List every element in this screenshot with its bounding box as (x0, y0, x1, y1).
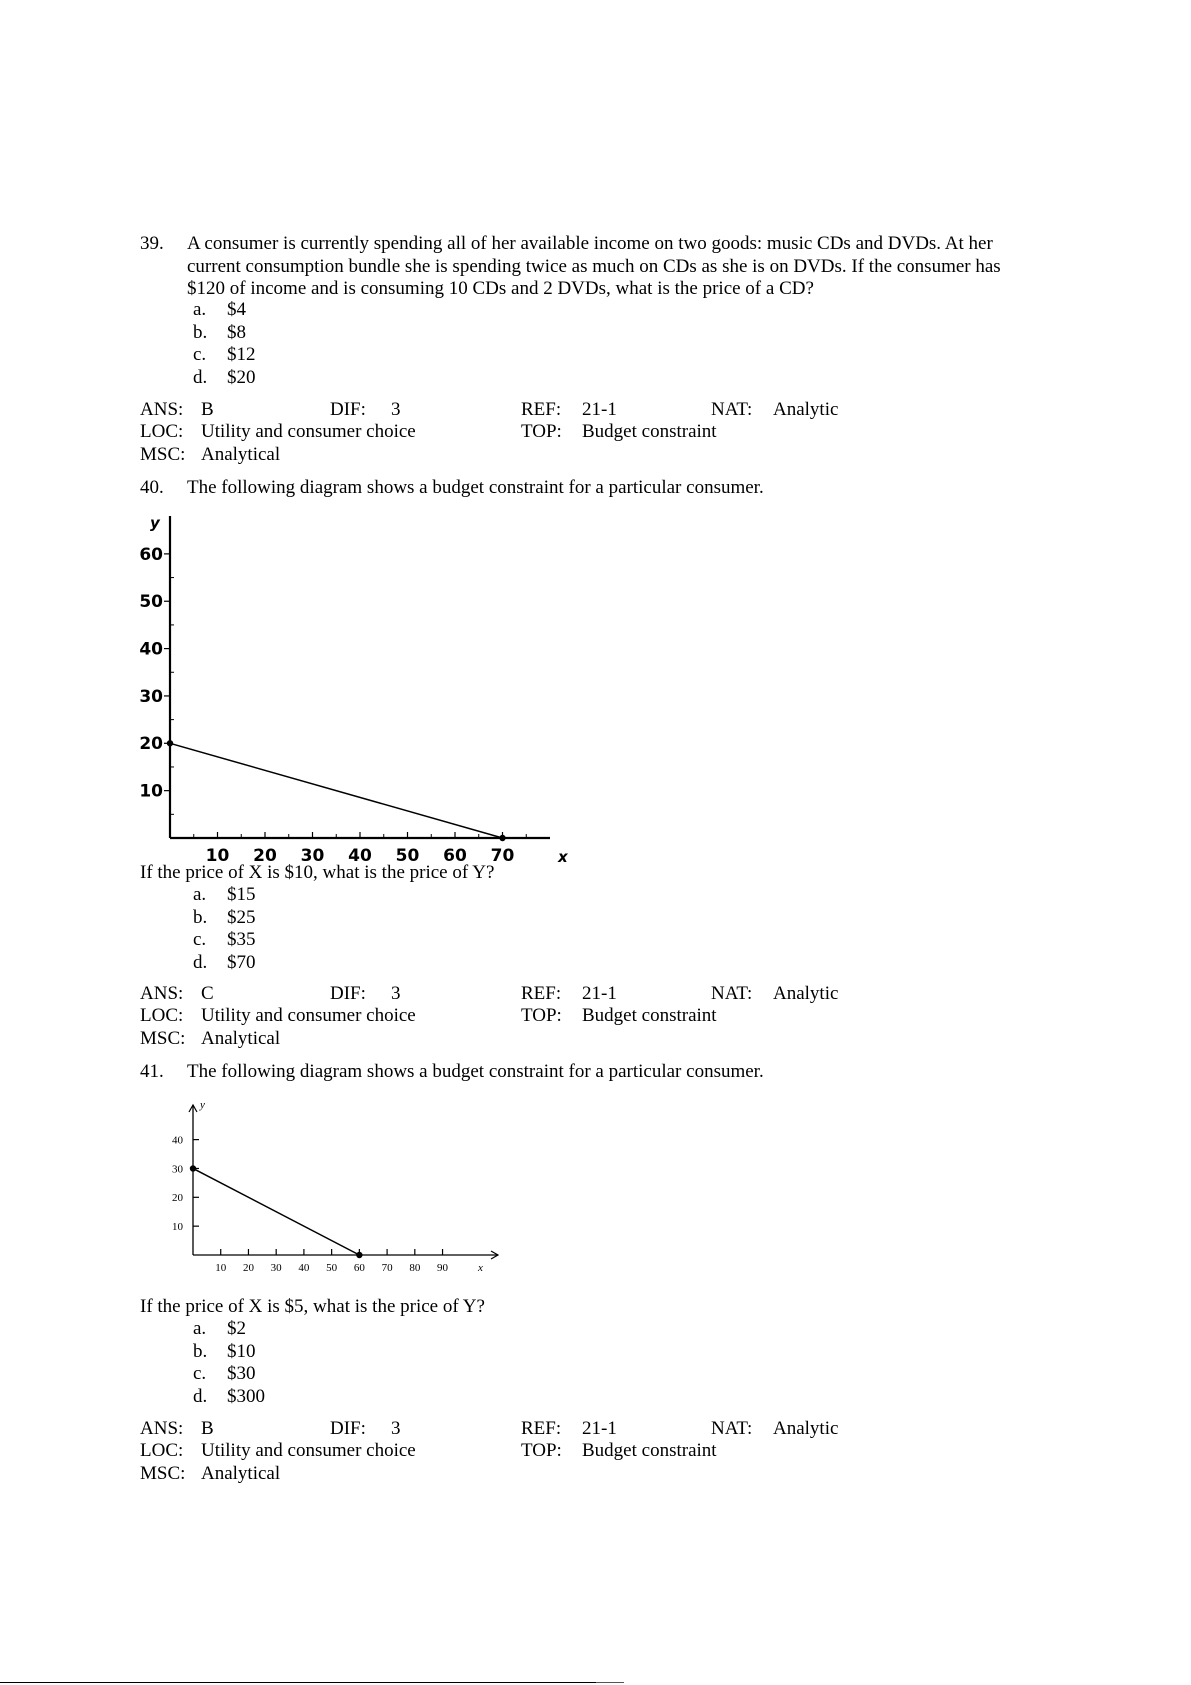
top-value: Budget constraint (582, 1440, 717, 1461)
x-tick-label: 10 (215, 1262, 227, 1274)
option-letter: b. (193, 322, 208, 343)
y-tick-label: 10 (139, 781, 163, 802)
option-text: $300 (227, 1386, 265, 1407)
y-tick-label: 40 (172, 1134, 183, 1147)
budget-constraint-chart (150, 1092, 510, 1274)
question-text: The following diagram shows a budget constraint for a particular consumer. (187, 1061, 764, 1082)
question-number: 41. (140, 1061, 164, 1082)
msc-label: MSC: (140, 1463, 186, 1484)
ans-value: B (201, 1418, 214, 1439)
y-tick-label: 50 (139, 592, 163, 613)
ans-label: ANS: (140, 399, 184, 420)
y-tick-label: 30 (172, 1163, 183, 1176)
ref-label: REF: (521, 1418, 562, 1439)
intercept-point (499, 835, 505, 841)
msc-label: MSC: (140, 1028, 186, 1049)
ref-label: REF: (521, 399, 562, 420)
x-tick-label: 20 (253, 846, 277, 866)
loc-value: Utility and consumer choice (201, 421, 416, 442)
msc-value: Analytical (201, 1463, 281, 1484)
x-tick-label: 80 (409, 1262, 421, 1274)
option-letter: a. (193, 1318, 207, 1339)
top-label: TOP: (521, 1005, 562, 1026)
option-text: $35 (227, 929, 256, 950)
ref-value: 21-1 (582, 399, 617, 420)
y-axis-label: y (150, 514, 160, 532)
y-tick-label: 10 (172, 1221, 183, 1234)
x-tick-label: 20 (242, 1262, 254, 1274)
intercept-point (190, 1165, 196, 1171)
y-tick-label: 30 (139, 686, 163, 707)
question-text: The following diagram shows a budget constraint for a particular consumer. (187, 477, 764, 498)
x-tick-label: 10 (205, 846, 230, 866)
x-tick-label: 90 (437, 1262, 449, 1274)
footer-rule-end (596, 1682, 624, 1683)
y-tick-label: 20 (172, 1192, 183, 1205)
nat-label: NAT: (711, 399, 753, 420)
top-label: TOP: (521, 421, 562, 442)
budget-line (170, 743, 503, 838)
dif-value: 3 (391, 983, 401, 1004)
x-tick-label: 60 (443, 846, 467, 866)
loc-label: LOC: (140, 421, 184, 442)
option-letter: d. (193, 952, 208, 973)
nat-label: NAT: (711, 983, 753, 1004)
option-letter: b. (193, 1341, 208, 1362)
option-text: $4 (227, 299, 246, 320)
option-text: $2 (227, 1318, 246, 1339)
budget-constraint-chart (130, 508, 590, 868)
option-text: $30 (227, 1363, 256, 1384)
x-tick-label: 40 (298, 1262, 310, 1274)
loc-value: Utility and consumer choice (201, 1005, 416, 1026)
ans-value: B (201, 399, 214, 420)
dif-label: DIF: (330, 1418, 366, 1439)
question-number: 39. (140, 233, 164, 254)
option-letter: b. (193, 907, 208, 928)
y-tick-label: 40 (139, 639, 163, 660)
x-tick-label: 40 (348, 846, 372, 866)
question-text: A consumer is currently spending all of her available income on two goods: music CDs and DVDs. At her current consumption bundle she is spending twice as much on CDs as she is on DVDs. If the consumer has $120 of income and is consuming 10 CDs and 2 DVDs, what is the price of a CD? (187, 233, 1001, 299)
nat-label: NAT: (711, 1418, 753, 1439)
footer-rule (0, 1682, 596, 1683)
msc-value: Analytical (201, 444, 281, 465)
top-value: Budget constraint (582, 1005, 717, 1026)
ans-label: ANS: (140, 1418, 184, 1439)
ref-value: 21-1 (582, 983, 617, 1004)
option-letter: c. (193, 344, 207, 365)
x-tick-label: 50 (326, 1262, 338, 1274)
option-text: $25 (227, 907, 256, 928)
option-text: $10 (227, 1341, 256, 1362)
option-text: $70 (227, 952, 256, 973)
y-tick-label: 60 (139, 544, 163, 565)
dif-label: DIF: (330, 399, 366, 420)
x-tick-label: 60 (353, 1262, 365, 1274)
loc-label: LOC: (140, 1005, 184, 1026)
nat-value: Analytic (773, 399, 839, 420)
ans-value: C (201, 983, 214, 1004)
msc-value: Analytical (201, 1028, 281, 1049)
ref-label: REF: (521, 983, 562, 1004)
x-axis-label: x (478, 1262, 483, 1274)
option-text: $8 (227, 322, 246, 343)
option-text: $20 (227, 367, 256, 388)
x-tick-label: 70 (490, 846, 515, 866)
x-tick-label: 50 (395, 846, 420, 866)
intercept-point (167, 740, 173, 746)
dif-value: 3 (391, 1418, 401, 1439)
ans-label: ANS: (140, 983, 184, 1004)
y-axis-label: y (200, 1099, 205, 1111)
x-axis-label: x (558, 848, 568, 866)
option-text: $15 (227, 884, 256, 905)
option-letter: d. (193, 1386, 208, 1407)
loc-value: Utility and consumer choice (201, 1440, 416, 1461)
top-label: TOP: (521, 1440, 562, 1461)
nat-value: Analytic (773, 1418, 839, 1439)
loc-label: LOC: (140, 1440, 184, 1461)
nat-value: Analytic (773, 983, 839, 1004)
ref-value: 21-1 (582, 1418, 617, 1439)
x-tick-label: 70 (381, 1262, 393, 1274)
dif-value: 3 (391, 399, 401, 420)
option-text: $12 (227, 344, 256, 365)
top-value: Budget constraint (582, 421, 717, 442)
option-letter: a. (193, 299, 207, 320)
option-letter: d. (193, 367, 208, 388)
intercept-point (356, 1252, 362, 1258)
option-letter: c. (193, 929, 207, 950)
x-tick-label: 30 (270, 1262, 282, 1274)
budget-line (193, 1168, 359, 1255)
question-followup: If the price of X is $5, what is the price of Y? (140, 1296, 485, 1317)
question-followup: If the price of X is $10, what is the price of Y? (140, 862, 495, 883)
dif-label: DIF: (330, 983, 366, 1004)
msc-label: MSC: (140, 444, 186, 465)
y-tick-label: 20 (139, 734, 163, 755)
option-letter: a. (193, 884, 207, 905)
x-tick-label: 30 (300, 846, 325, 866)
question-number: 40. (140, 477, 164, 498)
option-letter: c. (193, 1363, 207, 1384)
